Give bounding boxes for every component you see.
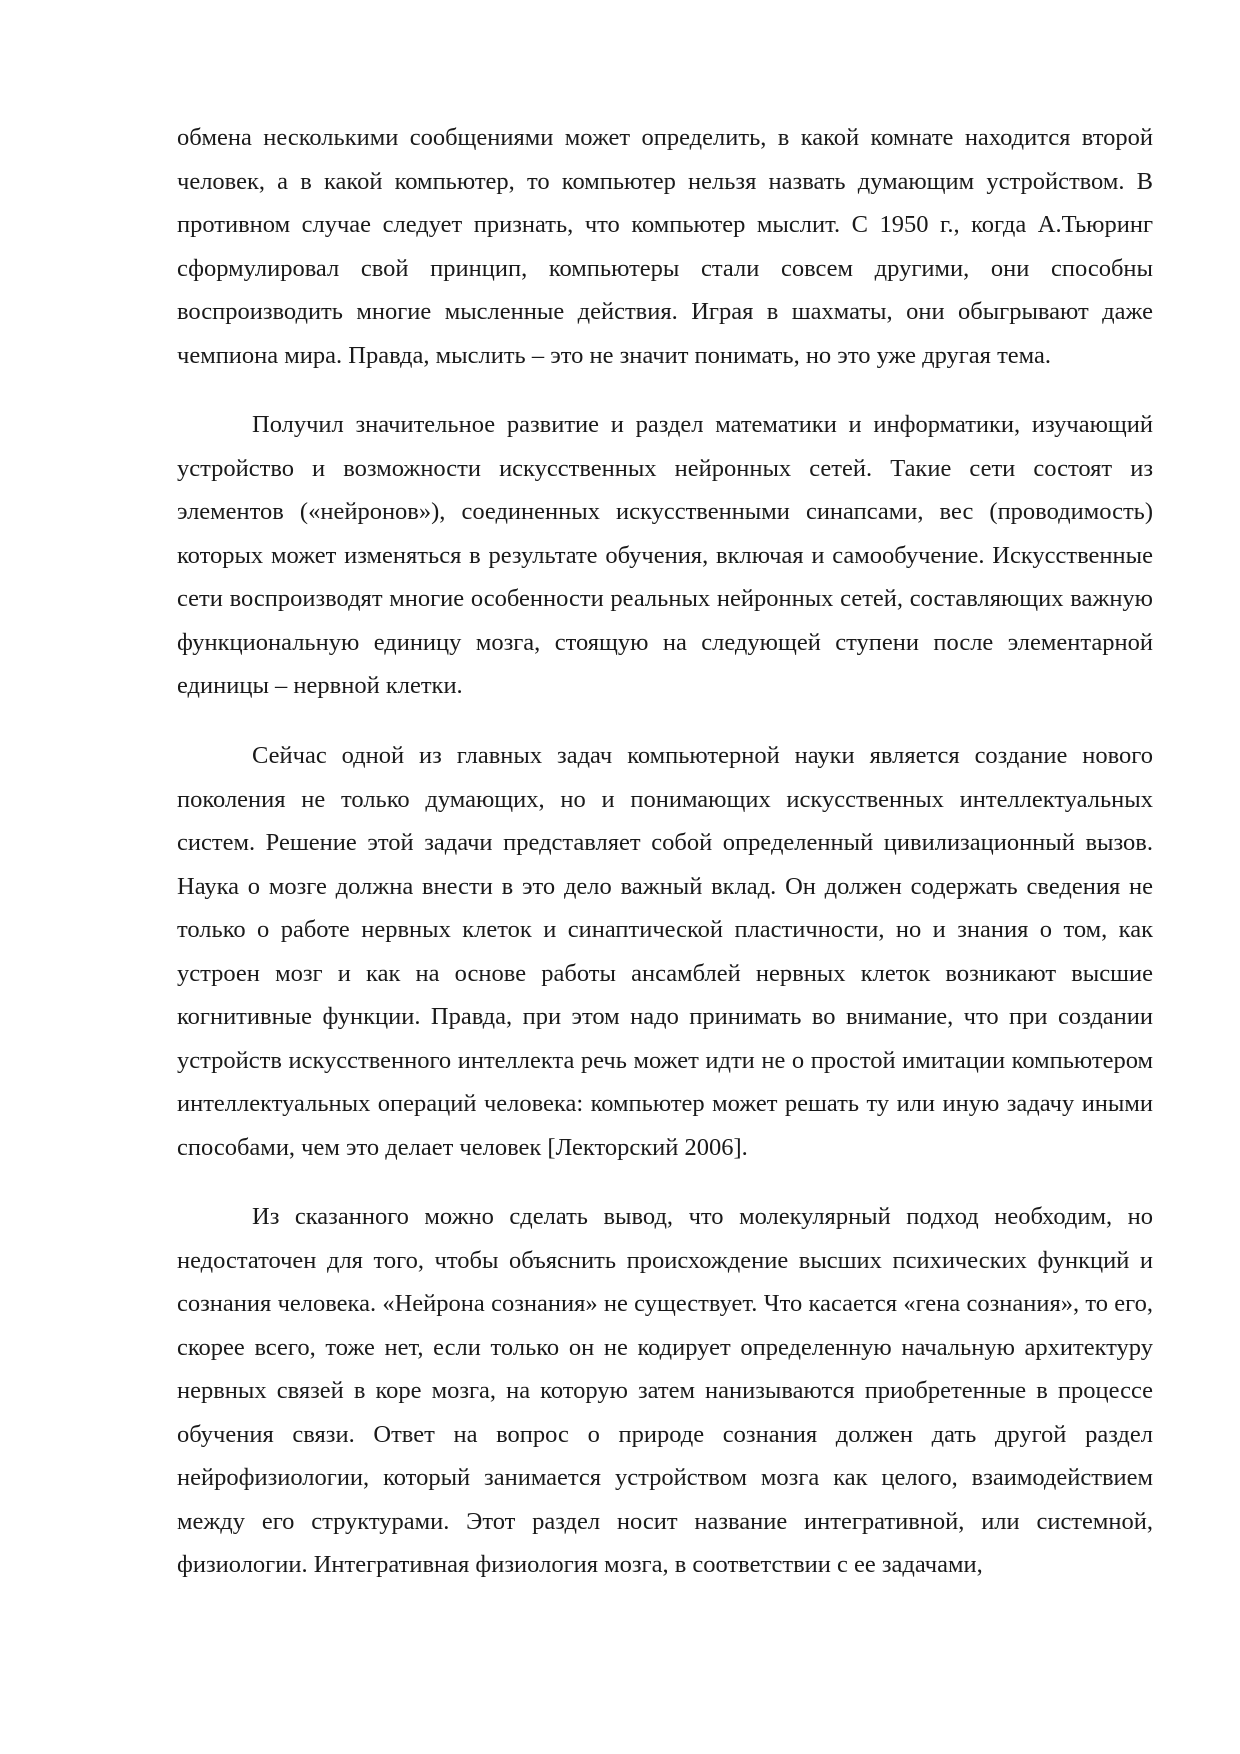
paragraph-text: Сейчас одной из главных задач компьютерной науки является создание нового поколения не только думающих, но и понимающих искусственных интеллектуальных систем. Решение этой задачи представляет собой определенный цивилизационный вызов. Наука о мозге должна внести в это дело важный вклад. Он должен содержать сведения не только о работе нервных клеток и синаптической пластичности, но и знания о том, как устроен мозг и как на основе работы ансамблей нервных клеток возникают высшие когнитивные функции. Правда, при этом надо принимать во внимание, что при создании устройств искусственного интеллекта речь может идти не о простой имитации компьютером интеллектуальных операций человека: компьютер может решать ту или иную задачу иными способами, чем это делает человек [Лекторский 2006].	[177, 742, 1153, 1161]
paragraph-text: обмена несколькими сообщениями может определить, в какой комнате находится второй человек, а в какой компьютер, то компьютер нельзя назвать думающим устройством. В противном случае следует признать, что компьютер мыслит. С 1950 г., когда А.Тьюринг сформулировал свой принцип, компьютеры стали совсем другими, они способны воспроизводить многие мысленные действия. Играя в шахматы, они обыгрывают даже чемпиона мира. Правда, мыслить – это не значит понимать, но это уже другая тема.	[177, 124, 1153, 369]
paragraph-conclusion	[177, 1195, 1153, 1587]
paragraph-text: Из сказанного можно сделать вывод, что молекулярный подход необходим, но недостаточен для того, чтобы объяснить происхождение высших психических функций и сознания человека. «Нейрона сознания» не существует. Что касается «гена сознания», то его, скорее всего, тоже нет, если только он не кодирует определенную начальную архитектуру нервных связей в коре мозга, на которую затем нанизываются приобретенные в процессе обучения связи. Ответ на вопрос о природе сознания должен дать другой раздел нейрофизиологии, который занимается устройством мозга как целого, взаимодействием между его структурами. Этот раздел носит название интегративной, или системной, физиологии. Интегративная физиология мозга, в соответствии с ее задачами,	[177, 1203, 1153, 1578]
paragraph-computer-science	[177, 734, 1153, 1169]
paragraph-text: Получил значительное развитие и раздел математики и информатики, изучающий устройство и возможности искусственных нейронных сетей. Такие сети состоят из элементов («нейронов»), соединенных искусственными синапсами, вес (проводимость) которых может изменяться в результате обучения, включая и самообучение. Искусственные сети воспроизводят многие особенности реальных нейронных сетей, составляющих важную функциональную единицу мозга, стоящую на следующей ступени после элементарной единицы – нервной клетки.	[177, 411, 1153, 699]
paragraph-neural-networks	[177, 403, 1153, 708]
paragraph-continuation	[177, 116, 1153, 377]
